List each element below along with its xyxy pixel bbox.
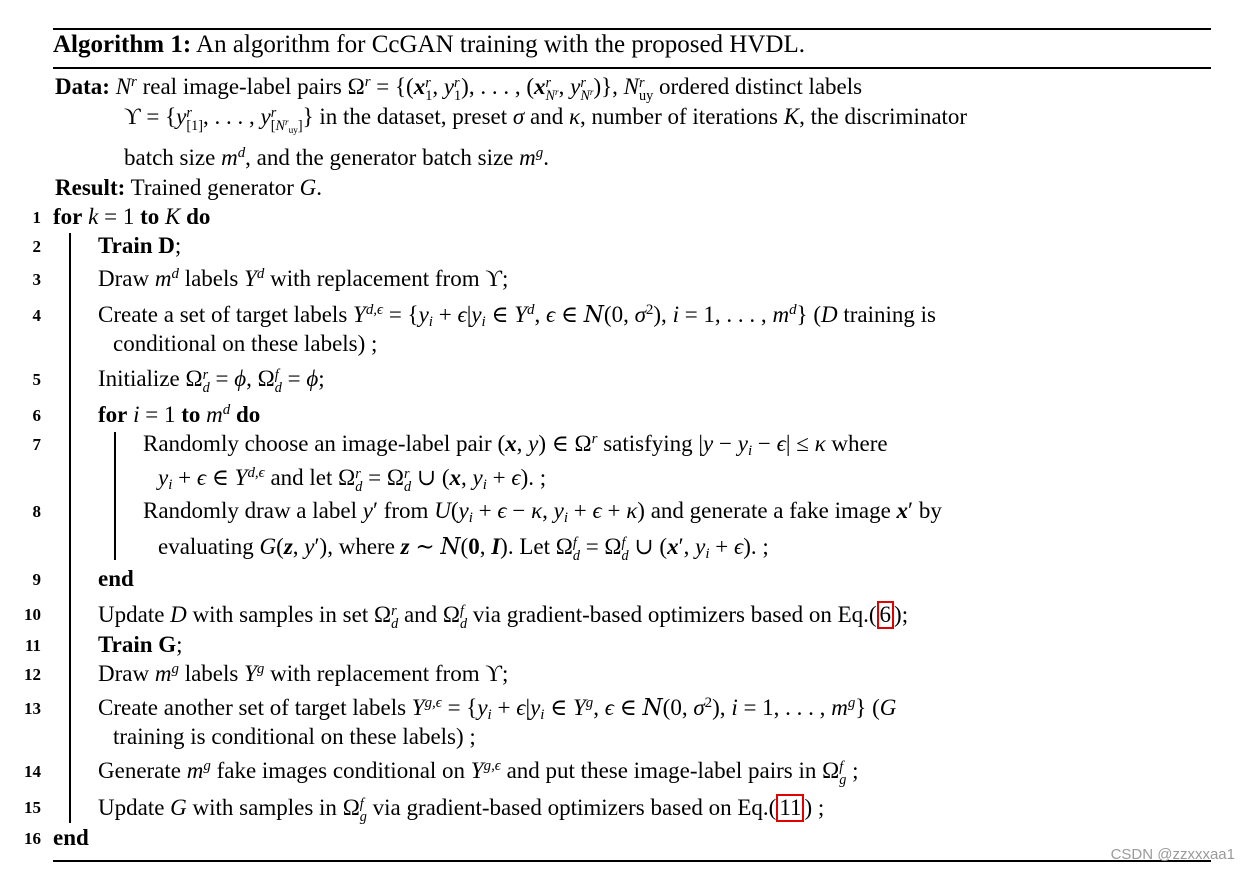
inner-loop-bar	[114, 432, 116, 560]
bottom-rule	[53, 860, 1211, 862]
outer-loop-bar	[69, 233, 71, 823]
top-rule	[53, 28, 1211, 30]
data-line-3: batch size $m^d$, and the generator batch size $m^g$.	[124, 144, 549, 170]
watermark: CSDN @zzxxxaa1	[1110, 846, 1235, 863]
algo-line-4-cont: conditional on these labels) ;	[113, 331, 378, 356]
data-label: Data:	[55, 74, 110, 99]
equation-ref-11[interactable]: 11	[776, 794, 804, 822]
algorithm-caption: An algorithm for CcGAN training with the proposed HVDL.	[196, 31, 805, 58]
equation-ref-6[interactable]: 6	[877, 601, 895, 629]
data-line-1: Data: $N^r$ real image-label pairs $\Omega^r = \{(x$ r 1 , y r 1 ), . . . , (x r $N^r$ , y r $N^r$ )}, N r uy ordered distinct labels	[55, 73, 863, 105]
algo-line-7-cont: $y_i + \epsilon$ ∈ $Y^{d,\epsilon}$ and let Ω r d = Ω r d ∪ (x, $y_i + \epsilon$). ;	[158, 464, 547, 496]
algo-line-8-cont: evaluating G(z, y′), where z ∼ N(0, I). Let Ω f d = Ω f d ∪ (x′, $y_i + \epsilon$). ;	[158, 534, 769, 565]
algorithm-title	[53, 31, 805, 59]
result-line: Result: Trained generator G.	[55, 175, 323, 200]
result-label: Result:	[55, 175, 126, 200]
algo-line-13-cont: training is conditional on these labels) ;	[113, 724, 476, 749]
algorithm-label: Algorithm 1:	[53, 31, 192, 58]
data-line-2: ϒ = {y r [1] , . . . , y r $[N^r_{uy}]$ } in the dataset, preset σ and κ, number of iterations K, the discriminator	[124, 104, 968, 137]
header-rule	[53, 67, 1211, 69]
